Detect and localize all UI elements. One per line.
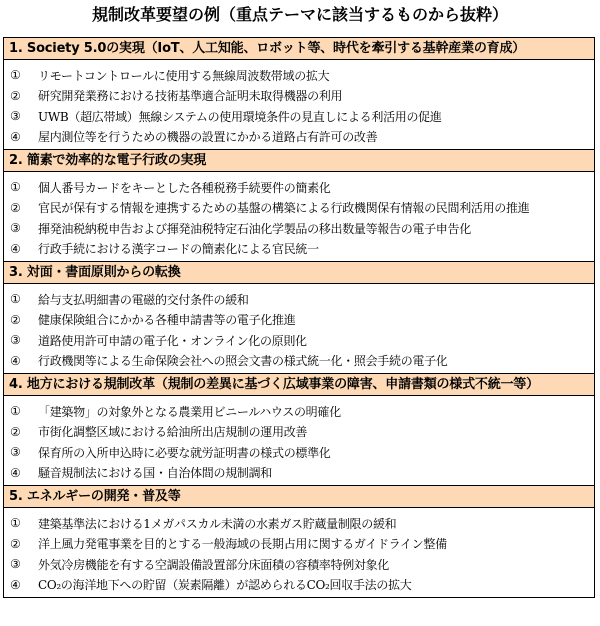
list-item [4,127,594,148]
item-text: 「建築物」の対象外となる農業用ビニールハウスの明確化 [38,404,341,419]
item-number: ① [10,180,21,195]
section-header: 1. Society 5.0の実現（IoT、人工知能、ロボット等、時代を牽引する基幹産業の育成） [4,38,594,60]
item-number: ② [10,312,21,327]
list-item [4,351,594,372]
item-text: 市街化調整区域における給油所出店規制の運用改善 [38,425,308,440]
section-body [4,284,594,374]
item-number: ④ [10,241,21,256]
item-number: ④ [10,577,21,592]
section-body [4,172,594,262]
item-text: CO₂の海洋地下への貯留（炭素隔離）が認められるCO₂回収手法の拡大 [38,578,412,593]
item-number: ② [10,536,21,551]
item-number: ② [10,424,21,439]
document-title: 規制改革要望の例（重点テーマに該当するものから抜粋） [91,5,508,24]
item-text: 洋上風力発電事業を目的とする一般海域の長期占用に関するガイドライン整備 [38,537,447,552]
item-text: 給与支払明細書の電磁的交付条件の緩和 [38,292,249,307]
section-header: 4. 地方における規制改革（規制の差異に基づく広域事業の障害、申請書類の様式不統一等） [4,374,594,396]
section-3 [4,262,594,374]
list-item [4,575,594,596]
item-number: ③ [10,445,21,460]
section-header: 2. 簡素で効率的な電子行政の実現 [4,150,594,172]
item-text: 個人番号カードをキーとした各種税務手続要件の簡素化 [38,180,331,195]
item-text: 道路使用許可申請の電子化・オンライン化の原則化 [38,333,307,348]
section-body [4,508,594,597]
item-text: 健康保険組合にかかる各種申請書等の電子化推進 [38,313,296,328]
list-item [4,289,594,310]
list-item [4,177,594,198]
item-number: ① [10,68,21,83]
item-number: ④ [10,129,21,144]
list-item [4,239,594,260]
item-text: UWB（超広帯域）無線システムの使用環境条件の見直しによる利活用の促進 [38,109,442,124]
item-text: 建築基準法における1メガパスカル未満の水素ガス貯蔵量制限の緩和 [38,516,397,531]
item-text: 行政手続における漢字コードの簡素化による官民統一 [38,242,319,257]
item-number: ③ [10,557,21,572]
section-header: 5. エネルギーの開発・普及等 [4,486,594,508]
section-body [4,396,594,486]
item-number: ① [10,404,21,419]
item-text: 行政機関等による生命保険会社への照会文書の様式統一化・照会手続の電子化 [38,354,448,369]
list-item [4,86,594,107]
item-number: ③ [10,221,21,236]
list-item [4,106,594,127]
list-item [4,513,594,534]
list-item [4,463,594,484]
item-number: ④ [10,353,21,368]
list-item [4,442,594,463]
item-text: 研究開発業務における技術基準適合証明未取得機器の利用 [38,89,343,104]
section-header: 3. 対面・書面原則からの転換 [4,262,594,284]
item-text: 騒音規制法における国・自治体間の規制調和 [38,466,273,481]
item-text: 外気冷房機能を有する空調設備設置部分床面積の容積率特例対象化 [38,557,390,572]
list-item [4,534,594,555]
list-item [4,310,594,331]
item-text: 保育所の入所申込時に必要な就労証明書の様式の標準化 [38,445,331,460]
list-item [4,554,594,575]
list-item [4,401,594,422]
item-text: 官民が保有する情報を連携するための基盤の構築による行政機関保有情報の民間利活用の推進 [38,201,530,216]
requests-table [3,37,595,598]
list-item [4,422,594,443]
item-text: リモートコントロールに使用する無線周波数帯域の拡大 [38,68,330,83]
section-2 [4,150,594,262]
list-item [4,65,594,86]
section-4 [4,374,594,486]
item-number: ① [10,292,21,307]
section-body [4,60,594,150]
item-text: 揮発油税納税申告および揮発油税特定石油化学製品の移出数量等報告の電子申告化 [38,221,471,236]
list-item [4,198,594,219]
section-1 [4,38,594,150]
item-number: ③ [10,109,21,124]
item-number: ① [10,516,21,531]
list-item [4,330,594,351]
list-item [4,218,594,239]
item-number: ② [10,88,21,103]
item-number: ④ [10,465,21,480]
item-number: ② [10,200,21,215]
section-5 [4,486,594,597]
item-number: ③ [10,333,21,348]
item-text: 屋内測位等を行うための機器の設置にかかる道路占有許可の改善 [38,130,378,145]
